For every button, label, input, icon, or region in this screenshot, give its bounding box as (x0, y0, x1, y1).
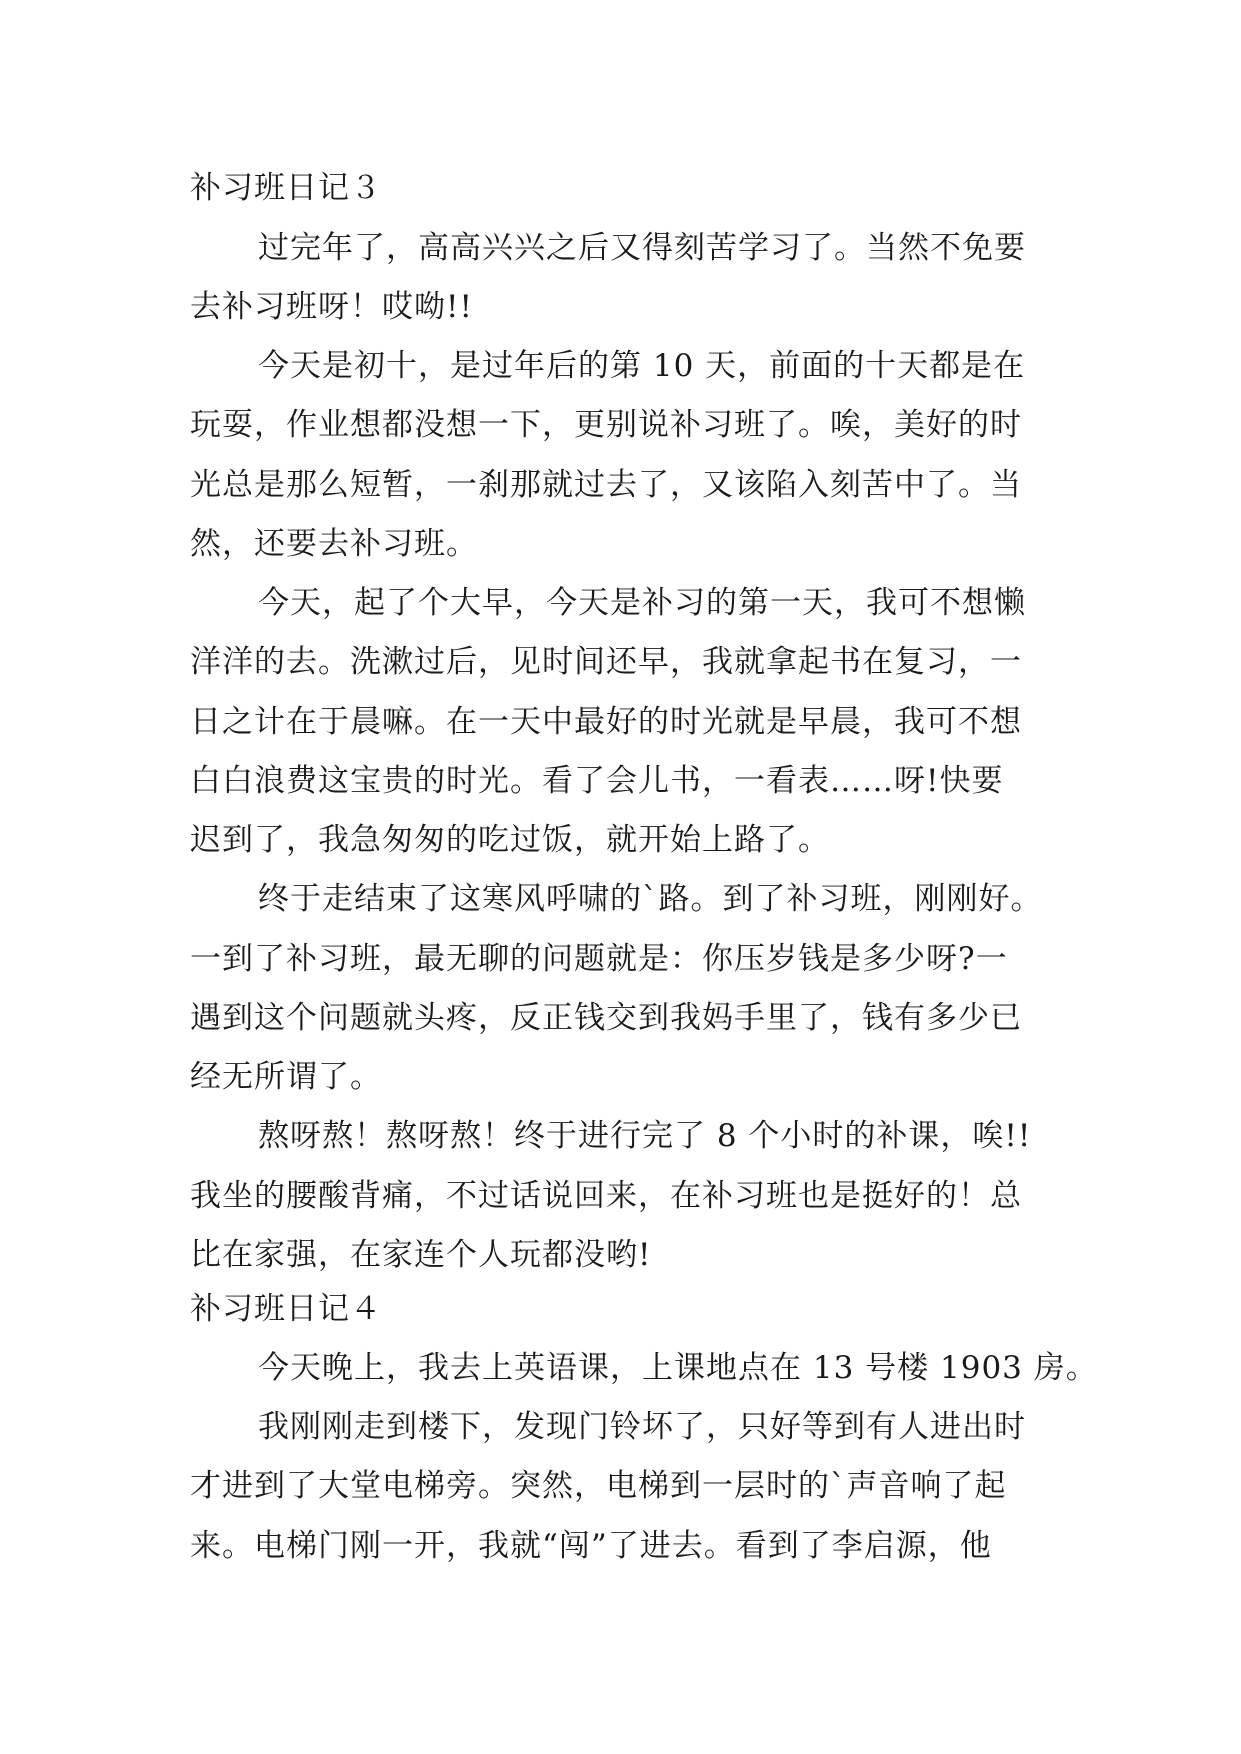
paragraph-line: 迟到了，我急匆匆的吃过饭，就开始上路了。 (190, 822, 830, 858)
paragraph-line: 一到了补习班，最无聊的问题就是：你压岁钱是多少呀?一 (190, 941, 1008, 977)
paragraph-line: 熬呀熬！熬呀熬！终于进行完了 8 个小时的补课，唉!! (258, 1118, 1032, 1154)
paragraph-line: 然，还要去补习班。 (190, 526, 478, 562)
paragraph-line: 洋洋的去。洗漱过后，见时间还早，我就拿起书在复习，一 (190, 644, 1022, 680)
paragraph-line: 去补习班呀！哎呦!! (190, 289, 473, 325)
paragraph-line: 才进到了大堂电梯旁。突然，电梯到一层时的`声音响了起 (190, 1468, 1007, 1504)
paragraph-line: 比在家强，在家连个人玩都没哟! (190, 1237, 652, 1273)
section-title-3: 补习班日记３ (190, 170, 382, 206)
paragraph-line: 过完年了，高高兴兴之后又得刻苦学习了。当然不免要 (258, 230, 1026, 266)
paragraph-line: 玩耍，作业想都没想一下，更别说补习班了。唉，美好的时 (190, 407, 1022, 443)
paragraph-line: 我坐的腰酸背痛，不过话说回来，在补习班也是挺好的！总 (190, 1178, 1022, 1214)
paragraph-line: 终于走结束了这寒风呼啸的`路。到了补习班，刚刚好。 (258, 881, 1043, 917)
paragraph-line: 今天，起了个大早，今天是补习的第一天，我可不想懒 (258, 585, 1026, 621)
paragraph-line: 日之计在于晨嘛。在一天中最好的时光就是早晨，我可不想 (190, 704, 1022, 740)
paragraph-line: 遇到这个问题就头疼，反正钱交到我妈手里了，钱有多少已 (190, 1000, 1022, 1036)
section-title-4: 补习班日记４ (190, 1291, 382, 1327)
paragraph-line: 经无所谓了。 (190, 1059, 382, 1095)
paragraph-line: 来。电梯门刚一开，我就“闯”了进去。看到了李启源，他 (190, 1528, 992, 1564)
paragraph-line: 今天是初十，是过年后的第 10 天，前面的十天都是在 (258, 348, 1026, 384)
paragraph-line: 光总是那么短暂，一刹那就过去了，又该陷入刻苦中了。当 (190, 467, 1022, 503)
paragraph-line: 白白浪费这宝贵的时光。看了会儿书，一看表……呀!快要 (190, 763, 1004, 799)
paragraph-line: 今天晚上，我去上英语课，上课地点在 13 号楼 1903 房。 (258, 1350, 1098, 1386)
paragraph-line: 我刚刚走到楼下，发现门铃坏了，只好等到有人进出时 (258, 1409, 1026, 1445)
